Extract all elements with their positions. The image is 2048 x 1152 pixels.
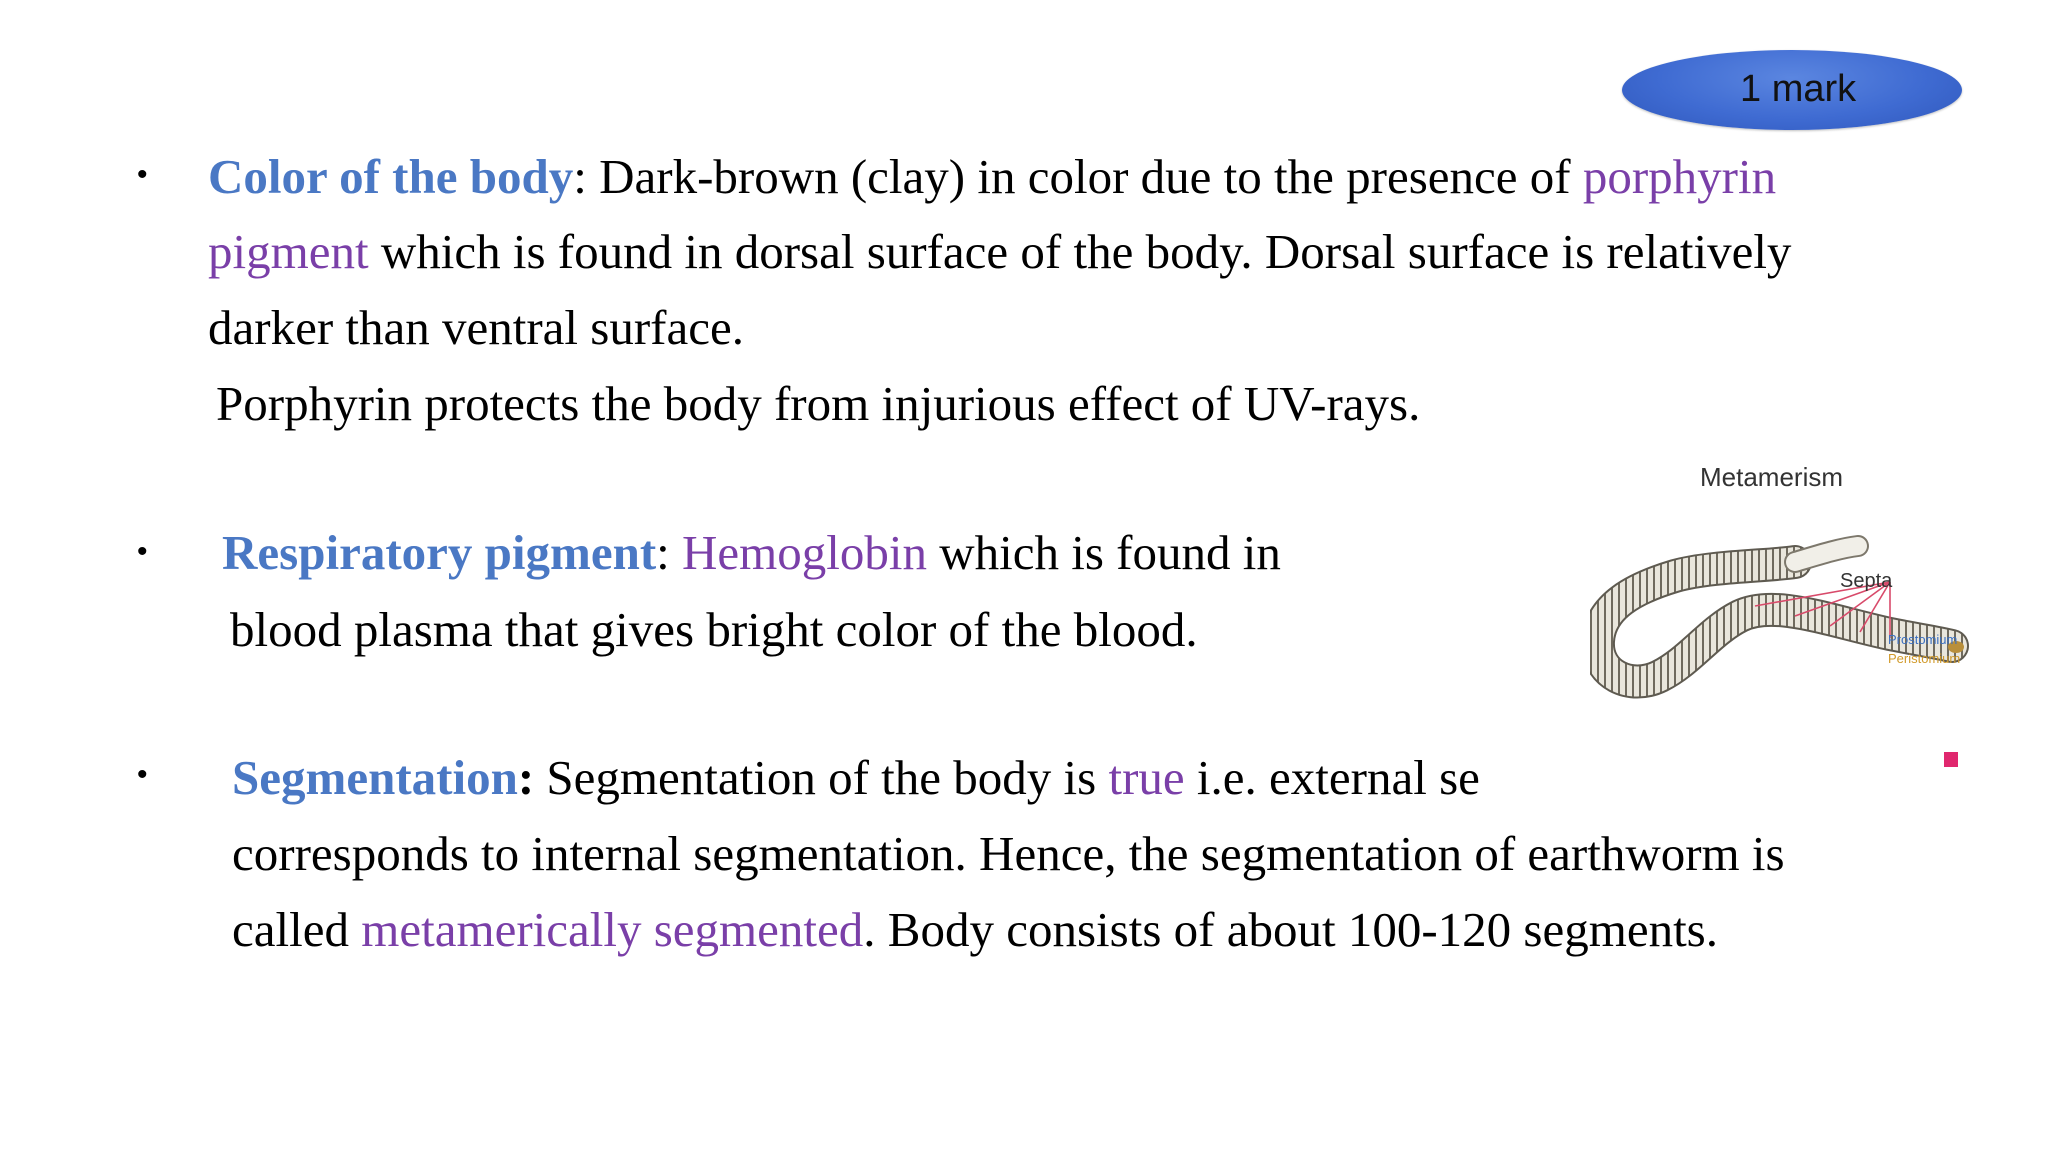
highlight-metamerically-segmented: metamerically segmented [361,902,864,957]
point-1-text: Dark-brown (clay) in color due to the presence of [586,149,1583,204]
highlight-hemoglobin: Hemoglobin [682,525,927,580]
point-1-line-1 [208,147,1776,207]
point-1-heading: Color of the body [208,149,574,204]
point-2-text: which is found in [927,525,1281,580]
label-prostomium: Prostomium [1888,632,1958,647]
point-2-separator: : [656,525,670,580]
point-3-text: Segmentation of the body is [534,750,1109,805]
mark-badge-label: 1 mark [1740,68,1857,110]
label-peristomium: Peristomium [1888,651,1961,666]
point-3-line-3 [232,900,1718,960]
point-2-line-1 [222,523,1281,583]
point-2-line-2: blood plasma that gives bright color of the blood. [230,602,1198,657]
point-1-line-2 [208,222,1791,282]
point-2-text [670,525,682,580]
point-1-text: which is found in dorsal surface of the body. Dorsal surface is relatively [368,224,1792,279]
figure-title: Metamerism [1700,462,1844,492]
highlight-pigment: pigment [208,224,369,279]
point-2-heading: Respiratory pigment [222,525,657,580]
point-3-text: i.e. external se [1184,750,1480,805]
pink-marker [1944,752,1958,767]
point-3-text: called [232,902,362,957]
point-1-separator: : [573,149,587,204]
bullet-3: • [137,758,148,791]
highlight-true: true [1108,750,1185,805]
earthworm-illustration-icon [1590,456,1980,706]
bullet-2: • [137,535,148,568]
point-3-separator: : [517,750,535,805]
point-3-line-1 [232,748,1480,808]
point-3-heading: Segmentation [232,750,518,805]
label-septa: Septa [1840,570,1893,592]
point-1-line-4: Porphyrin protects the body from injurious effect of UV-rays. [216,376,1421,431]
point-3-line-2: corresponds to internal segmentation. Hence, the segmentation of earthworm is [232,826,1785,881]
point-3-text: . Body consists of about 100-120 segments. [863,902,1719,957]
bullet-1: • [137,158,148,191]
point-1-line-3: darker than ventral surface. [208,300,744,355]
highlight-porphyrin: porphyrin [1582,149,1777,204]
